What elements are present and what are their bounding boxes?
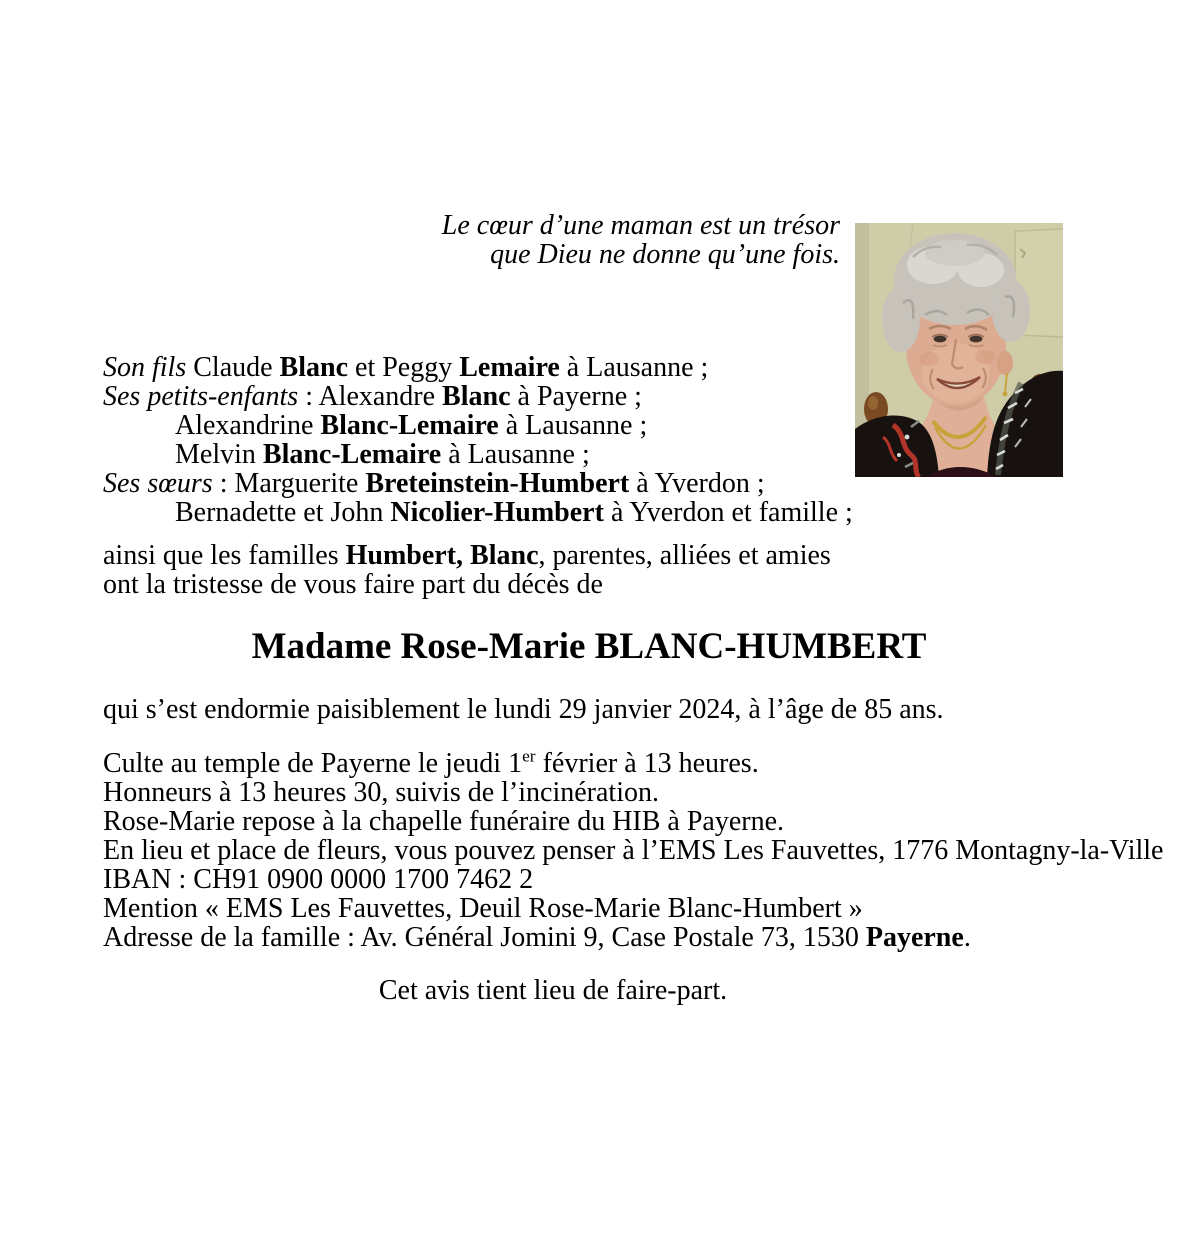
epigraph-line-1: Le cœur d’une maman est un trésor: [441, 210, 840, 241]
family-line: Alexandrine Blanc-Lemaire à Lausanne ;: [175, 410, 648, 441]
portrait-photo: [855, 223, 1063, 477]
family-line: Melvin Blanc-Lemaire à Lausanne ;: [175, 439, 590, 470]
family-line: Son fils Claude Blanc et Peggy Lemaire à Lausanne ;: [103, 352, 709, 383]
epigraph-line-2: que Dieu ne donne qu’une fois.: [490, 239, 840, 270]
death-announcement: qui s’est endormie paisiblement le lundi 29 janvier 2024, à l’âge de 85 ans.: [103, 694, 944, 725]
detail-line-fleurs: En lieu et place de fleurs, vous pouvez penser à l’EMS Les Fauvettes, 1776 Montagny-la-Ville: [103, 835, 1164, 866]
epigraph: [330, 211, 840, 269]
family-list: [103, 353, 853, 527]
portrait-photo-illustration: [855, 223, 1063, 477]
detail-line-adresse: Adresse de la famille : Av. Général Jomini 9, Case Postale 73, 1530 Payerne.: [103, 922, 971, 953]
detail-line-mention: Mention « EMS Les Fauvettes, Deuil Rose-Marie Blanc-Humbert »: [103, 893, 863, 924]
family-line: Ses petits-enfants : Alexandre Blanc à Payerne ;: [103, 381, 642, 412]
deceased-name-title: Madame Rose-Marie BLANC-HUMBERT: [251, 626, 927, 667]
detail-line-honneurs: Honneurs à 13 heures 30, suivis de l’incinération.: [103, 777, 659, 808]
detail-line-iban: IBAN : CH91 0900 0000 1700 7462 2: [103, 864, 534, 895]
closing-line: Cet avis tient lieu de faire-part.: [378, 975, 728, 1006]
intro-line: ont la tristesse de vous faire part du décès de: [103, 569, 603, 600]
service-details: [103, 746, 1164, 953]
intro-line: ainsi que les familles Humbert, Blanc, parentes, alliées et amies: [103, 540, 831, 571]
detail-line-repose: Rose-Marie repose à la chapelle funéraire du HIB à Payerne.: [103, 806, 785, 837]
family-line: Ses sœurs : Marguerite Breteinstein-Humbert à Yverdon ;: [103, 468, 765, 499]
detail-line-culte: Culte au temple de Payerne le jeudi 1er février à 13 heures.: [103, 746, 759, 779]
intro-paragraph: [103, 541, 831, 599]
family-line: Bernadette et John Nicolier-Humbert à Yverdon et famille ;: [175, 497, 853, 528]
